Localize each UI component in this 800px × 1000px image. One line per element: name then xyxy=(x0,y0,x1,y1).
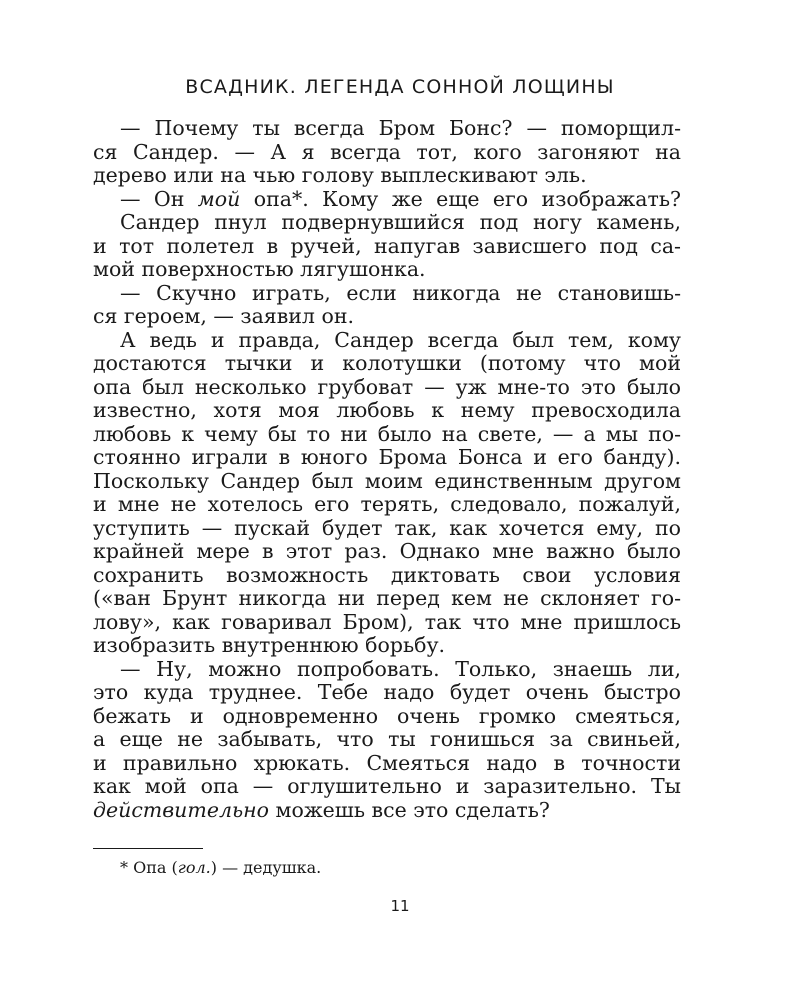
text-line: ся героем, — заявил он. xyxy=(93,304,354,328)
text-line: как мой опа — оглушительно и заразительно. Ты xyxy=(93,774,681,798)
text-segment: опа*. Кому же еще его изображать? xyxy=(240,186,681,211)
page-number: 11 xyxy=(390,897,410,915)
text-line: А ведь и правда, Сандер всегда был тем, кому xyxy=(120,327,681,352)
text-line: бежать и одновременно очень громко смеяться, xyxy=(93,703,681,728)
footnote-text: — дедушка. xyxy=(217,858,322,877)
text-line: стоянно играли в юного Брома Бонса и его банду). xyxy=(93,445,681,469)
text-line xyxy=(93,799,681,823)
text-line: — Ну, можно попробовать. Только, знаешь ли, xyxy=(120,656,681,681)
text-line: дерево или на чью голову выплескивают эль. xyxy=(93,163,587,187)
footnote xyxy=(120,858,321,878)
footnote-paren-open: ( xyxy=(171,858,178,877)
emphasis-text: действительно xyxy=(93,797,270,822)
text-line: Сандер пнул подвернувшийся под ногу камень, xyxy=(120,210,681,234)
text-line: и правильно хрюкать. Смеяться надо в точности xyxy=(93,750,681,775)
text-line: это куда труднее. Тебе надо будет очень быстро xyxy=(93,680,681,704)
text-line: опа был несколько грубоват — уж мне-то это было xyxy=(93,374,681,399)
text-line: сохранить возможность диктовать свои условия xyxy=(93,562,681,587)
text-line: изобразить внутреннюю борьбу. xyxy=(93,633,446,657)
text-line: Поскольку Сандер был моим единственным другом xyxy=(93,468,681,493)
text-line: («ван Брунт никогда ни перед кем не склоняет го- xyxy=(93,586,681,610)
text-line: известно, хотя моя любовь к нему превосходила xyxy=(93,398,681,422)
emphasis-text: мой xyxy=(197,186,241,211)
footnote-marker: * Опа xyxy=(120,858,172,877)
text-line: уступить — пускай будет так, как хочется ему, по xyxy=(93,515,681,540)
text-line: достаются тычки и колотушки (потому что мой xyxy=(93,351,681,375)
text-segment: — Он xyxy=(120,186,198,211)
text-line: — Скучно играть, если никогда не становишь- xyxy=(120,280,681,305)
running-head: ВСАДНИК. ЛЕГЕНДА СОННОЙ ЛОЩИНЫ xyxy=(185,76,615,98)
text-line: любовь к чему бы то ни было на свете, — а мы по- xyxy=(93,421,681,446)
text-line: и тот полетел в ручей, напугав зависшего под са- xyxy=(93,233,681,258)
text-line: крайней мере в этот раз. Однако мне важно было xyxy=(93,539,681,563)
footnote-abbr: гол. xyxy=(177,858,211,877)
footnote-paren-close: ) xyxy=(210,858,217,877)
text-line xyxy=(93,188,681,212)
text-line: лову», как говаривал Бром), так что мне пришлось xyxy=(93,609,681,634)
body-text xyxy=(93,117,681,822)
text-line: и мне не хотелось его терять, следовало, пожалуй, xyxy=(93,492,681,516)
text-line: ся Сандер. — А я всегда тот, кого загоняют на xyxy=(93,139,681,164)
footnote-divider xyxy=(93,848,203,849)
text-line: а еще не забывать, что ты гонишься за свиньей, xyxy=(93,727,681,751)
text-line: — Почему ты всегда Бром Бонс? — поморщил- xyxy=(120,116,681,140)
text-line: мой поверхностью лягушонка. xyxy=(93,257,426,281)
text-segment: можешь все это сделать? xyxy=(269,797,550,822)
